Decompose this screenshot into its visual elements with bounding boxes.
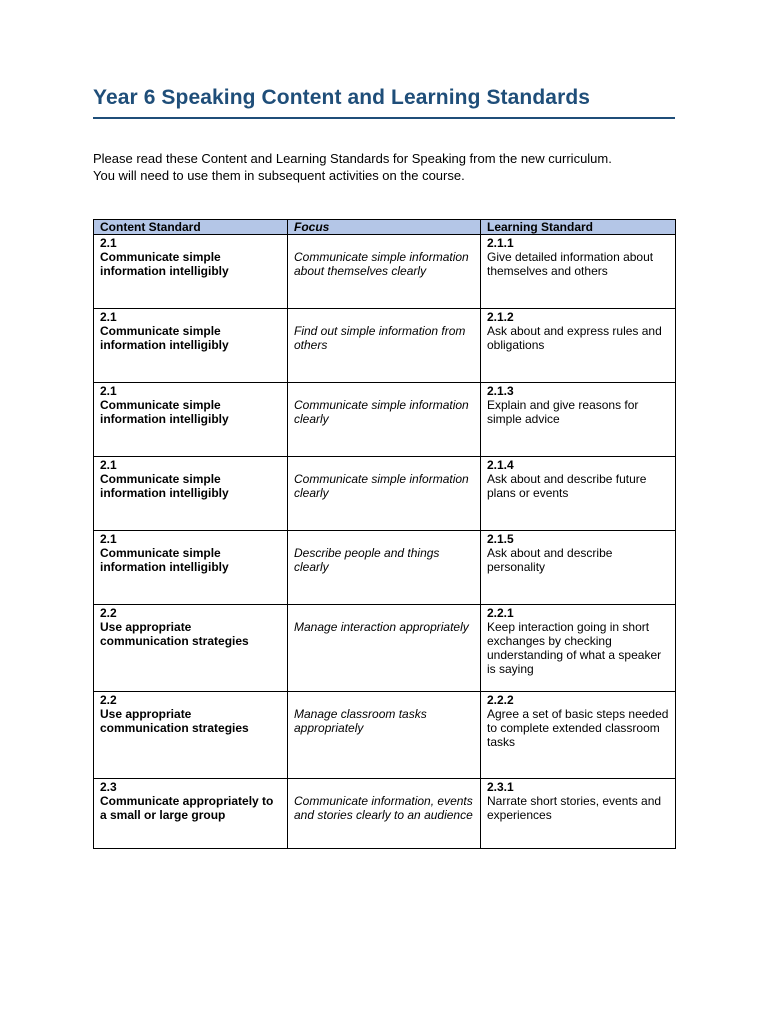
intro-paragraph	[93, 150, 693, 184]
table-row	[94, 605, 676, 692]
learning-standard-desc: Ask about and describe personality	[487, 546, 613, 574]
learning-standard-cell	[481, 235, 676, 309]
content-standard-code: 2.1	[100, 458, 117, 472]
table-row	[94, 383, 676, 457]
focus-text: Communicate simple information clearly	[294, 398, 469, 426]
table-row	[94, 457, 676, 531]
content-standard-code: 2.3	[100, 780, 117, 794]
learning-standard-code: 2.1.5	[487, 532, 514, 546]
content-standard-cell	[94, 605, 288, 692]
page-title: Year 6 Speaking Content and Learning Standards	[93, 86, 591, 109]
learning-standard-desc: Give detailed information about themselves and others	[487, 250, 654, 278]
focus-text: Communicate simple information about themselves clearly	[294, 250, 469, 278]
header-focus: Focus	[288, 220, 481, 235]
learning-standard-cell	[481, 779, 676, 849]
focus-cell	[288, 309, 481, 383]
content-standard-desc: Communicate appropriately to a small or large group	[100, 794, 274, 822]
learning-standard-desc: Keep interaction going in short exchanges by checking understanding of what a speaker is saying	[487, 620, 662, 676]
content-standard-cell	[94, 309, 288, 383]
content-standard-desc: Communicate simple information intelligibly	[100, 546, 229, 574]
content-standard-desc: Communicate simple information intelligibly	[100, 472, 229, 500]
title-underline	[93, 117, 675, 119]
table-row	[94, 309, 676, 383]
learning-standard-code: 2.2.2	[487, 693, 514, 707]
table-row	[94, 531, 676, 605]
content-standard-cell	[94, 383, 288, 457]
learning-standard-desc: Agree a set of basic steps needed to complete extended classroom tasks	[487, 707, 669, 749]
content-standard-code: 2.2	[100, 693, 117, 707]
intro-line-1: Please read these Content and Learning Standards for Speaking from the new curriculum.	[93, 151, 612, 166]
content-standard-cell	[94, 457, 288, 531]
learning-standard-code: 2.1.2	[487, 310, 514, 324]
focus-text: Describe people and things clearly	[294, 546, 440, 574]
learning-standard-code: 2.2.1	[487, 606, 514, 620]
focus-cell	[288, 383, 481, 457]
focus-cell	[288, 605, 481, 692]
header-content-standard: Content Standard	[94, 220, 288, 235]
focus-cell	[288, 531, 481, 605]
learning-standard-cell	[481, 605, 676, 692]
learning-standard-cell	[481, 457, 676, 531]
learning-standard-cell	[481, 531, 676, 605]
content-standard-desc: Use appropriate communication strategies	[100, 707, 249, 735]
learning-standard-desc: Narrate short stories, events and experiences	[487, 794, 662, 822]
focus-text: Manage classroom tasks appropriately	[294, 707, 427, 735]
content-standard-desc: Communicate simple information intelligibly	[100, 324, 229, 352]
learning-standard-cell	[481, 309, 676, 383]
table-row	[94, 692, 676, 779]
content-standard-code: 2.2	[100, 606, 117, 620]
content-standard-cell	[94, 531, 288, 605]
content-standard-desc: Communicate simple information intelligibly	[100, 398, 229, 426]
learning-standard-desc: Explain and give reasons for simple advice	[487, 398, 639, 426]
focus-cell	[288, 779, 481, 849]
intro-line-2: You will need to use them in subsequent activities on the course.	[93, 168, 465, 183]
learning-standard-code: 2.1.1	[487, 236, 514, 250]
focus-text: Find out simple information from others	[294, 324, 466, 352]
content-standard-cell	[94, 235, 288, 309]
content-standard-code: 2.1	[100, 236, 117, 250]
content-standard-desc: Use appropriate communication strategies	[100, 620, 249, 648]
content-standard-code: 2.1	[100, 310, 117, 324]
focus-cell	[288, 692, 481, 779]
focus-text: Manage interaction appropriately	[294, 620, 469, 634]
content-standard-cell	[94, 692, 288, 779]
learning-standard-cell	[481, 383, 676, 457]
learning-standard-code: 2.3.1	[487, 780, 514, 794]
table-row	[94, 779, 676, 849]
learning-standard-desc: Ask about and express rules and obligations	[487, 324, 662, 352]
learning-standard-code: 2.1.4	[487, 458, 514, 472]
content-standard-code: 2.1	[100, 384, 117, 398]
standards-table	[93, 219, 676, 849]
focus-cell	[288, 235, 481, 309]
learning-standard-desc: Ask about and describe future plans or events	[487, 472, 647, 500]
content-standard-desc: Communicate simple information intelligibly	[100, 250, 229, 278]
focus-text: Communicate information, events and stories clearly to an audience	[294, 794, 473, 822]
table-header-row	[94, 220, 676, 235]
content-standard-cell	[94, 779, 288, 849]
learning-standard-cell	[481, 692, 676, 779]
focus-text: Communicate simple information clearly	[294, 472, 469, 500]
learning-standard-code: 2.1.3	[487, 384, 514, 398]
content-standard-code: 2.1	[100, 532, 117, 546]
focus-cell	[288, 457, 481, 531]
header-learning-standard: Learning Standard	[481, 220, 676, 235]
table-row	[94, 235, 676, 309]
